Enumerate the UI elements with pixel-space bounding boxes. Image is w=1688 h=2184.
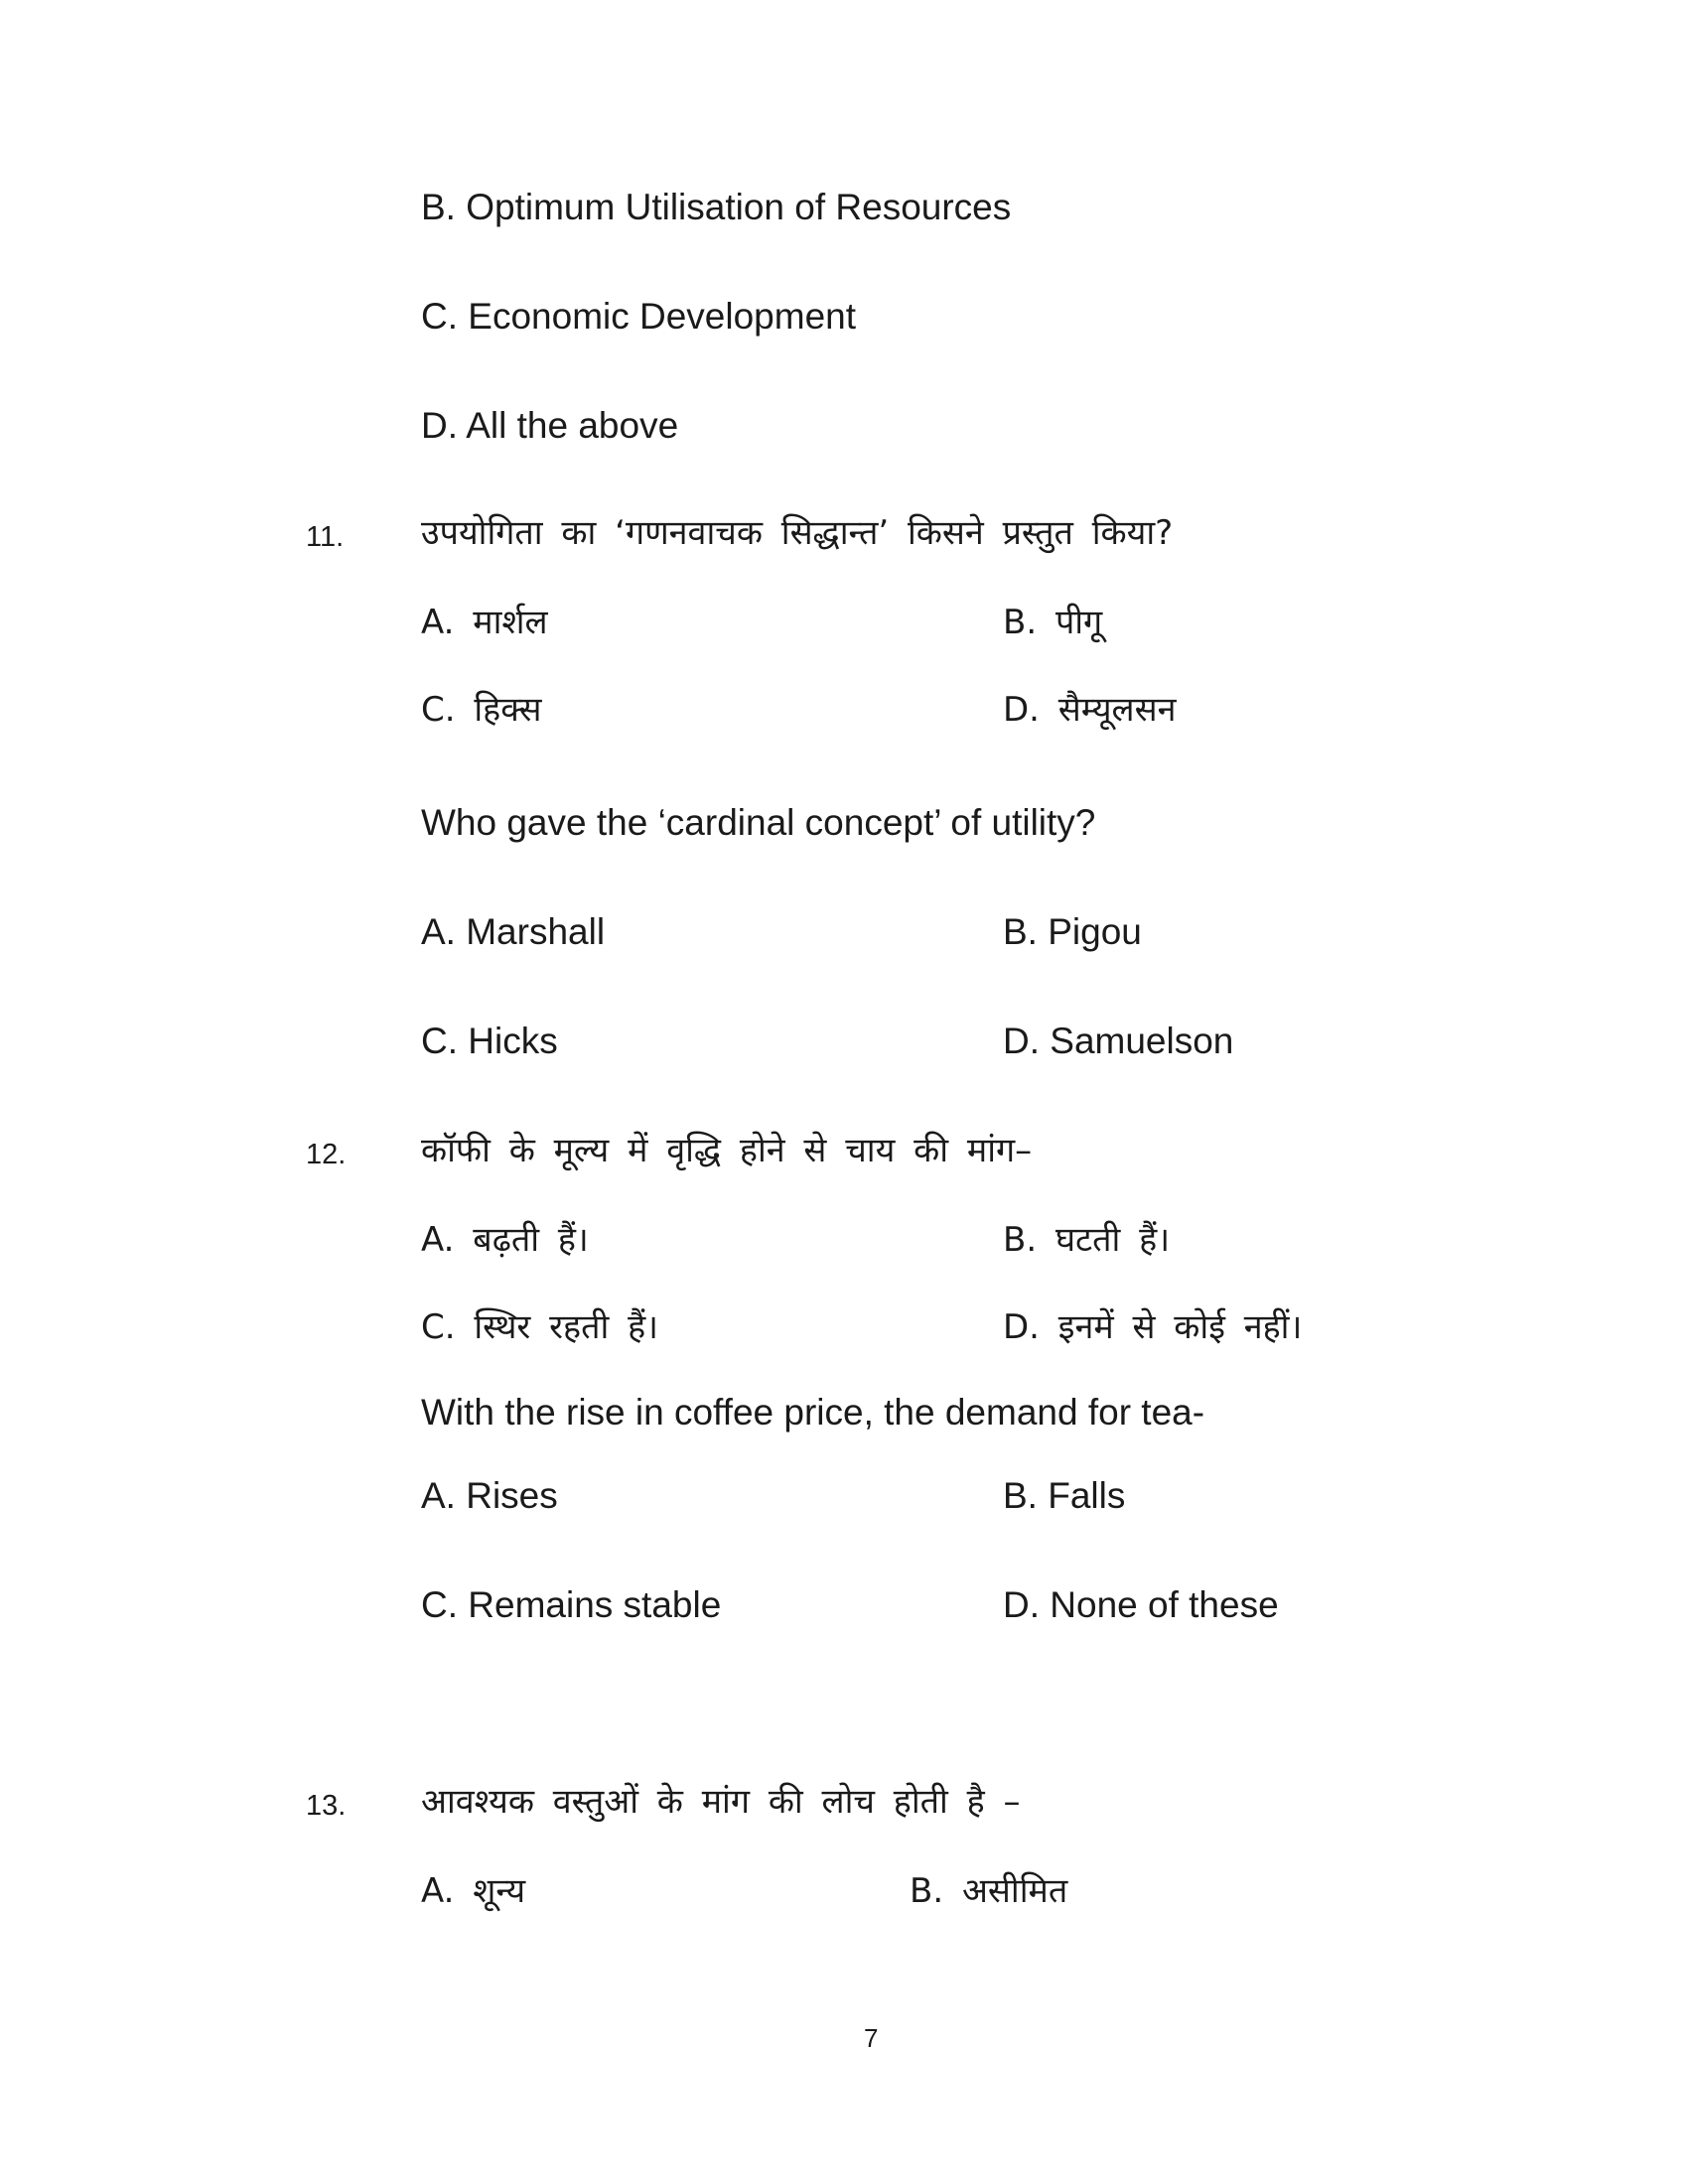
- q11-number: 11.: [306, 521, 345, 553]
- q12-question-english: With the rise in coffee price, the demand for tea-: [421, 1392, 1205, 1433]
- q12-option-b-hindi: B. घटती हैं।: [1003, 1220, 1171, 1260]
- q11-option-b-hindi: B. पीगू: [1003, 603, 1103, 642]
- q11-question-hindi: उपयोगिता का ‘गणनवाचक सिद्धान्त’ किसने प्रस्तुत किया?: [421, 513, 1174, 553]
- q12-option-b-english: B. Falls: [1003, 1475, 1126, 1516]
- q13-number: 13.: [306, 1790, 347, 1822]
- q11-option-c-english: C. Hicks: [421, 1021, 558, 1061]
- q10-option-c: C. Economic Development: [421, 296, 857, 337]
- q12-question-hindi: कॉफी के मूल्य में वृद्धि होने से चाय की मांग–: [421, 1131, 1033, 1170]
- q13-option-b-hindi: B. असीमित: [910, 1871, 1068, 1911]
- q11-option-c-hindi: C. हिक्स: [421, 690, 542, 730]
- q11-question-english: Who gave the ‘cardinal concept’ of utility?: [421, 802, 1096, 843]
- q10-option-d: D. All the above: [421, 405, 679, 446]
- q11-option-d-hindi: D. सैम्यूलसन: [1003, 690, 1177, 730]
- page-number: 7: [864, 2023, 879, 2053]
- q13-option-a-hindi: A. शून्य: [421, 1871, 526, 1911]
- q11-option-b-english: B. Pigou: [1003, 911, 1142, 952]
- q12-option-c-english: C. Remains stable: [421, 1584, 722, 1625]
- q13-question-hindi: आवश्यक वस्तुओं के मांग की लोच होती है –: [421, 1782, 1021, 1822]
- q11-option-d-english: D. Samuelson: [1003, 1021, 1234, 1061]
- q11-option-a-english: A. Marshall: [421, 911, 606, 952]
- q12-option-a-hindi: A. बढ़ती हैं।: [421, 1220, 589, 1260]
- q12-option-d-english: D. None of these: [1003, 1584, 1279, 1625]
- q11-option-a-hindi: A. मार्शल: [421, 603, 548, 642]
- q12-option-a-english: A. Rises: [421, 1475, 558, 1516]
- q12-option-c-hindi: C. स्थिर रहती हैं।: [421, 1307, 659, 1347]
- q10-option-b: B. Optimum Utilisation of Resources: [421, 187, 1012, 227]
- q12-number: 12.: [306, 1139, 347, 1170]
- q12-option-d-hindi: D. इनमें से कोई नहीं।: [1003, 1307, 1303, 1347]
